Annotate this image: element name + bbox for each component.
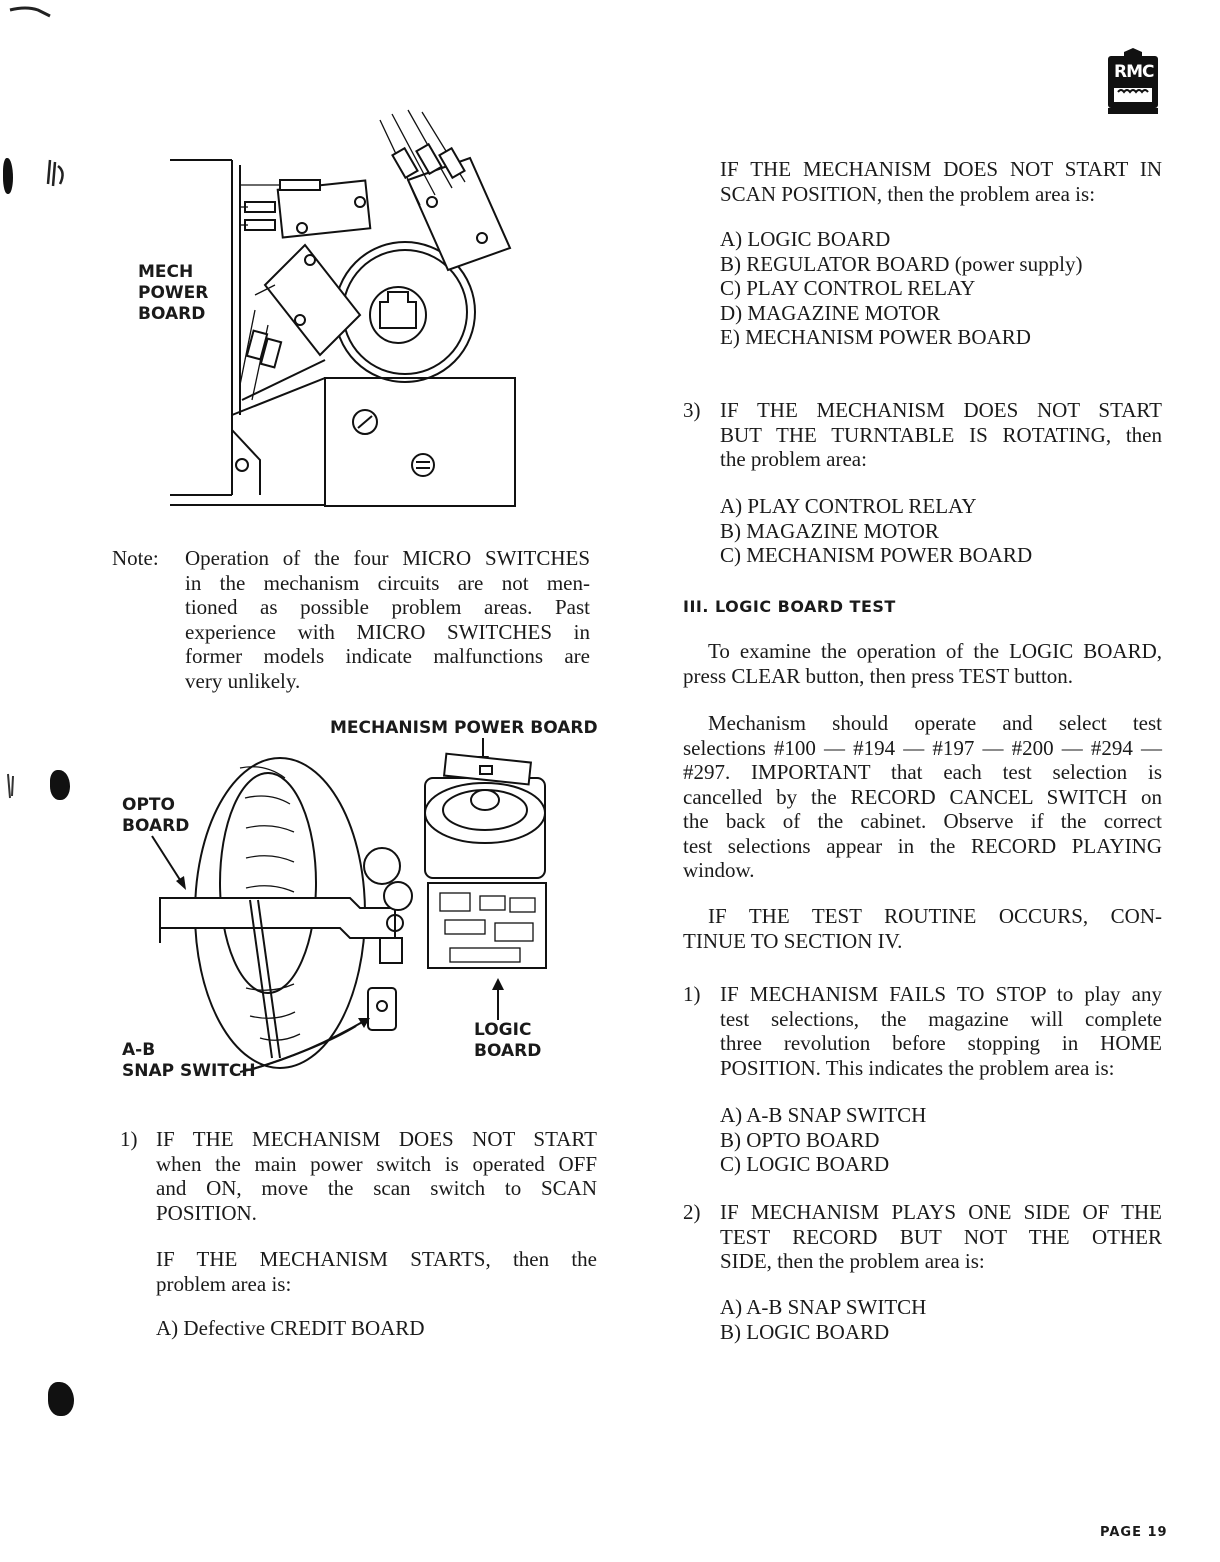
note-line: very unlikely. bbox=[185, 668, 301, 693]
page-number: PAGE 19 bbox=[1100, 1525, 1168, 1540]
item-line: SIDE, then the problem area is: bbox=[720, 1249, 985, 1273]
option-line: A) A-B SNAP SWITCH bbox=[720, 1103, 927, 1127]
r-item-2-number: 2) bbox=[683, 1200, 701, 1224]
para-line: cancelled by the RECORD CANCEL SWITCH on bbox=[683, 784, 1162, 809]
note-text bbox=[185, 546, 590, 693]
label-mech-power-board bbox=[138, 262, 208, 325]
item-1-text bbox=[156, 1127, 597, 1225]
note-prefix: Note: bbox=[112, 546, 159, 570]
figure-micro-switch-mechanism bbox=[160, 110, 520, 515]
para-3 bbox=[683, 904, 1162, 953]
item-line: POSITION. bbox=[156, 1200, 257, 1225]
option-line: A) PLAY CONTROL RELAY bbox=[720, 494, 977, 518]
label-line: SNAP SWITCH bbox=[122, 1061, 256, 1081]
option-line: B) OPTO BOARD bbox=[720, 1127, 880, 1152]
label-line: BOARD bbox=[474, 1041, 542, 1061]
item-line: IF MECHANISM FAILS TO STOP to play any bbox=[720, 982, 1162, 1006]
item-line: when the main power switch is operated OFF bbox=[156, 1151, 597, 1176]
item-line: SCAN POSITION, then the problem area is: bbox=[720, 181, 1096, 206]
item-line: test selections, the magazine will complete bbox=[720, 1006, 1162, 1031]
para-line: IF THE TEST ROUTINE OCCURS, CON- bbox=[708, 904, 1162, 928]
para-line: Mechanism should operate and select test bbox=[708, 711, 1162, 735]
r-item-2-options bbox=[720, 1295, 926, 1344]
item-1-number: 1) bbox=[120, 1127, 138, 1151]
option-line: C) PLAY CONTROL RELAY bbox=[720, 276, 976, 300]
option-line: A) A-B SNAP SWITCH bbox=[720, 1295, 927, 1319]
scan-text bbox=[720, 157, 1162, 206]
scan-mark bbox=[46, 158, 68, 188]
option-line: C) LOGIC BOARD bbox=[720, 1152, 890, 1176]
r-item-1-options bbox=[720, 1103, 926, 1177]
item-line: and ON, move the scan switch to SCAN bbox=[156, 1176, 597, 1200]
r-item-1-number: 1) bbox=[683, 982, 701, 1006]
para-line: TINUE TO SECTION IV. bbox=[683, 928, 903, 953]
para-line: window. bbox=[683, 858, 755, 882]
logo-text: RMC bbox=[1114, 62, 1154, 82]
label-line: POWER bbox=[138, 283, 209, 303]
punch-hole-mark bbox=[48, 1382, 74, 1416]
item-line: TEST RECORD BUT NOT THE OTHER bbox=[720, 1224, 1162, 1249]
punch-hole-mark bbox=[3, 158, 13, 194]
option-line: B) MAGAZINE MOTOR bbox=[720, 518, 939, 543]
para-line: To examine the operation of the LOGIC BOARD, bbox=[708, 639, 1162, 663]
option-line: E) MECHANISM POWER BOARD bbox=[720, 325, 1031, 349]
option-line: D) MAGAZINE MOTOR bbox=[720, 300, 941, 325]
scan-mark-top-left bbox=[8, 0, 52, 18]
item-line: IF MECHANISM PLAYS ONE SIDE OF THE bbox=[720, 1200, 1162, 1224]
item-3-number: 3) bbox=[683, 398, 701, 422]
para-line: press CLEAR button, then press TEST button. bbox=[683, 663, 1074, 688]
note-line: experience with MICRO SWITCHES in bbox=[185, 619, 590, 644]
item-line: BUT THE TURNTABLE IS ROTATING, then bbox=[720, 422, 1162, 447]
label-line: BOARD bbox=[138, 304, 206, 324]
item-line: problem area is: bbox=[156, 1271, 292, 1296]
option-line: B) REGULATOR BOARD (power supply) bbox=[720, 251, 1083, 276]
para-line: test selections appear in the RECORD PLAYING bbox=[683, 833, 1162, 858]
item-line: IF THE MECHANISM DOES NOT START bbox=[720, 398, 1162, 422]
label-line: A-B bbox=[122, 1040, 156, 1060]
section-heading: III. LOGIC BOARD TEST bbox=[683, 597, 896, 616]
note-line: Operation of the four MICRO SWITCHES bbox=[185, 546, 590, 570]
label-line: OPTO bbox=[122, 795, 175, 815]
para-line: #297. IMPORTANT that each test selection is bbox=[683, 760, 1162, 784]
label-mechanism-power-board: MECHANISM POWER BOARD bbox=[330, 718, 598, 738]
label-line: MECH bbox=[138, 262, 194, 282]
para-2 bbox=[683, 711, 1162, 883]
label-line: LOGIC bbox=[474, 1020, 532, 1040]
note-line: tioned as possible problem areas. Past bbox=[185, 595, 590, 619]
option-line: C) MECHANISM POWER BOARD bbox=[720, 543, 1033, 567]
note-line: former models indicate malfunctions are bbox=[185, 644, 590, 668]
note-line: in the mechanism circuits are not men- bbox=[185, 570, 590, 595]
item-line: IF THE MECHANISM DOES NOT START IN bbox=[720, 157, 1162, 181]
para-1 bbox=[683, 639, 1162, 688]
label-line: BOARD bbox=[122, 816, 190, 836]
para-line: the back of the cabinet. Observe if the correct bbox=[683, 809, 1162, 833]
item-line: IF THE MECHANISM DOES NOT START bbox=[156, 1127, 597, 1151]
scan-options bbox=[720, 227, 1082, 350]
rmc-logo bbox=[1106, 48, 1160, 116]
item-3-options bbox=[720, 494, 1032, 568]
r-item-2-text bbox=[720, 1200, 1162, 1274]
r-item-1-text bbox=[720, 982, 1162, 1080]
option-line: B) LOGIC BOARD bbox=[720, 1319, 890, 1344]
label-logic-board bbox=[474, 1020, 541, 1062]
label-ab-snap-switch bbox=[122, 1040, 256, 1082]
item-line: the problem area: bbox=[720, 447, 867, 471]
item-line: POSITION. This indicates the problem area is: bbox=[720, 1055, 1115, 1080]
starts-option: A) Defective CREDIT BOARD bbox=[156, 1316, 425, 1340]
item-3-text bbox=[720, 398, 1162, 472]
label-opto-board bbox=[122, 795, 189, 837]
option-line: A) LOGIC BOARD bbox=[720, 227, 891, 251]
punch-hole-mark bbox=[50, 770, 70, 800]
item-line: three revolution before stopping in HOME bbox=[720, 1031, 1162, 1055]
para-line: selections #100 — #194 — #197 — #200 — #294 — bbox=[683, 735, 1162, 760]
item-line: IF THE MECHANISM STARTS, then the bbox=[156, 1247, 597, 1271]
starts-text bbox=[156, 1247, 597, 1296]
scan-mark bbox=[4, 772, 18, 800]
